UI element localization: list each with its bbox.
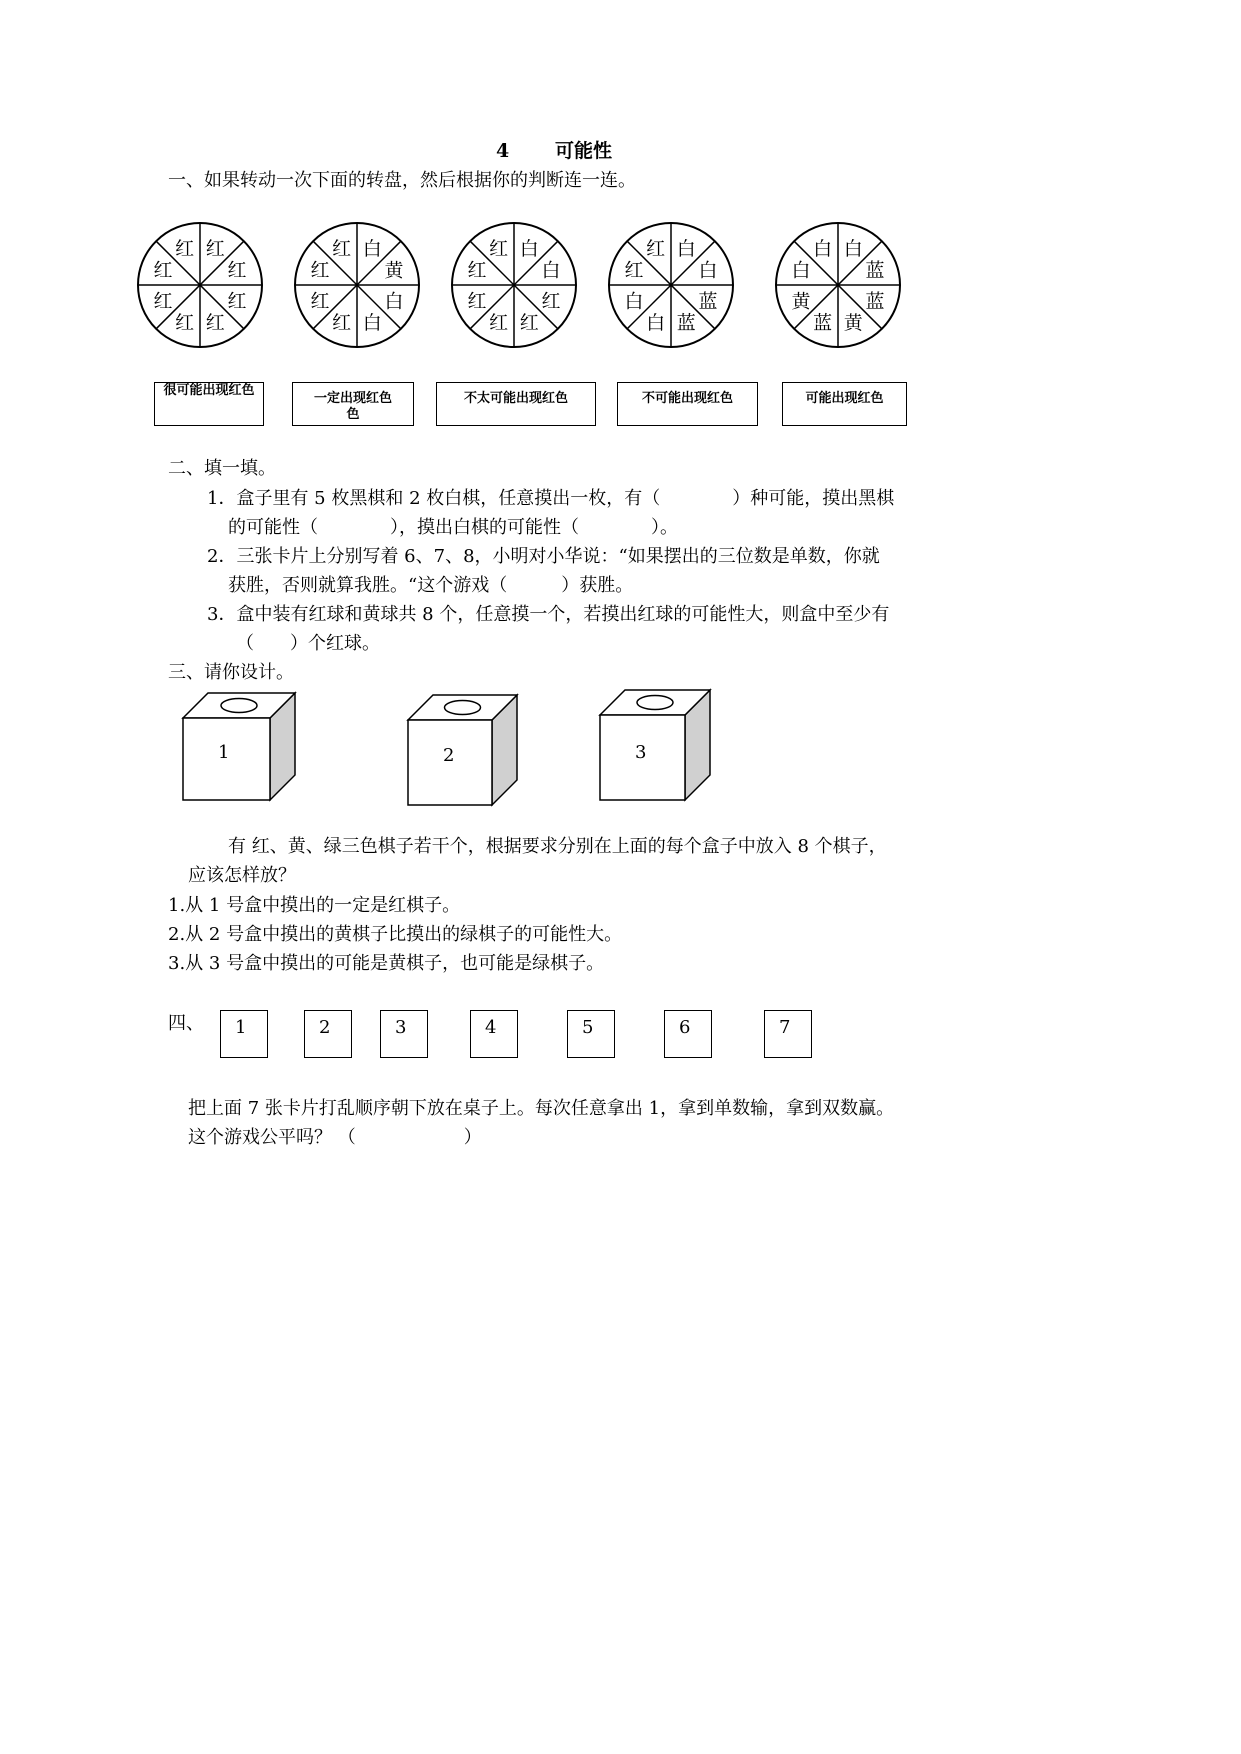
section4-heading: 四、 <box>168 1013 204 1034</box>
choice-label: 不可能出现红色 <box>641 391 733 406</box>
spinner-sector-label: 蓝 <box>865 290 885 313</box>
box-label-1: 1 <box>218 742 230 763</box>
spinner-sector-label: 白 <box>362 238 382 261</box>
q2-line1: 2．三张卡片上分别写着 6、7、8，小明对小华说：“如果摆出的三位数是单数，你就 <box>207 546 880 567</box>
choice-very-likely[interactable] <box>154 382 264 426</box>
number-card <box>764 1010 812 1058</box>
spinner-sector-label: 红 <box>227 290 247 313</box>
spinner-sector-label: 红 <box>332 238 352 261</box>
section2-heading: 二、填一填。 <box>168 458 276 479</box>
game-line2: 这个游戏公平吗？ （ ） <box>188 1127 482 1148</box>
number-card <box>380 1010 428 1058</box>
design-item-2: 2.从 2 号盒中摸出的黄棋子比摸出的绿棋子的可能性大。 <box>168 924 623 945</box>
spinner-sector-label: 红 <box>489 238 509 261</box>
spinner-sector-label: 白 <box>813 238 833 261</box>
spinner-sector-label: 红 <box>227 259 247 282</box>
number-card <box>567 1010 615 1058</box>
card-number: 1 <box>235 1017 247 1038</box>
spinner-sector-label: 红 <box>467 290 487 313</box>
choice-label: 不太可能出现红色 <box>463 391 568 406</box>
box-label-3: 3 <box>635 742 647 763</box>
spinner-sector-label: 白 <box>541 259 561 282</box>
spinner-sector-label: 黄 <box>384 259 404 282</box>
choice-label: 很可能出现红色 <box>163 383 255 398</box>
q3-line1: 3．盒中装有红球和黄球共 8 个，任意摸一个，若摸出红球的可能性大，则盒中至少有 <box>207 604 890 625</box>
choice-label-overflow: 色 <box>346 407 360 422</box>
number-card <box>304 1010 352 1058</box>
spinner-sector-label: 红 <box>467 259 487 282</box>
spinner-sector-label: 红 <box>624 259 644 282</box>
spinner-sector-label: 白 <box>624 290 644 313</box>
card-number: 2 <box>319 1017 331 1038</box>
choice-impossible[interactable] <box>617 382 758 426</box>
design-intro-line2: 应该怎样放？ <box>188 865 296 886</box>
spinner-sector-label: 红 <box>153 290 173 313</box>
spinner-sector-label: 白 <box>646 311 666 334</box>
spinner-sector-label: 白 <box>791 259 811 282</box>
spinner-sector-label: 红 <box>541 290 561 313</box>
page-title: 可能性 <box>555 140 613 162</box>
design-intro-line1: 有 红、黄、绿三色棋子若干个，根据要求分别在上面的每个盒子中放入 8 个棋子， <box>228 836 887 857</box>
box-label-2: 2 <box>443 745 455 766</box>
choice-label: 一定出现红色 <box>313 391 392 406</box>
choice-certain[interactable] <box>292 382 414 426</box>
choice-unlikely[interactable] <box>436 382 596 426</box>
choice-possible[interactable] <box>782 382 907 426</box>
spinner-sector-label: 红 <box>489 311 509 334</box>
spinner-sector-label: 蓝 <box>813 311 833 334</box>
q2-line2: 获胜，否则就算我胜。“这个游戏（ ）获胜。 <box>228 575 634 596</box>
choice-label: 可能出现红色 <box>805 391 884 406</box>
card-number: 5 <box>582 1017 594 1038</box>
card-number: 7 <box>779 1017 791 1038</box>
game-line1: 把上面 7 张卡片打乱顺序朝下放在桌子上。每次任意拿出 1，拿到单数输，拿到双数赢。 <box>188 1098 895 1119</box>
spinner-sector-label: 蓝 <box>698 290 718 313</box>
spinner-sector-label: 蓝 <box>865 259 885 282</box>
number-card <box>220 1010 268 1058</box>
q1-line2: 的可能性（ ），摸出白棋的可能性（ ）。 <box>228 517 678 538</box>
spinner-sector-label: 白 <box>519 238 539 261</box>
spinner-sector-label: 白 <box>676 238 696 261</box>
spinner-sector-label: 白 <box>384 290 404 313</box>
spinner-sector-label: 白 <box>843 238 863 261</box>
spinner-sector-label: 红 <box>175 311 195 334</box>
title-number: 4 <box>496 140 510 162</box>
spinner-sector-label: 黄 <box>843 311 863 334</box>
spinner-sector-label: 红 <box>519 311 539 334</box>
spinner-sector-label: 红 <box>205 238 225 261</box>
card-number: 6 <box>679 1017 691 1038</box>
spinner-sector-label: 白 <box>362 311 382 334</box>
number-card <box>470 1010 518 1058</box>
spinner-sector-label: 红 <box>310 290 330 313</box>
spinner-sector-label: 红 <box>310 259 330 282</box>
design-item-3: 3.从 3 号盒中摸出的可能是黄棋子，也可能是绿棋子。 <box>168 953 605 974</box>
card-number: 3 <box>395 1017 407 1038</box>
number-card <box>664 1010 712 1058</box>
spinner-sector-label: 红 <box>332 311 352 334</box>
spinner-sector-label: 红 <box>175 238 195 261</box>
spinner-sector-label: 红 <box>205 311 225 334</box>
q3-line2: （ ）个红球。 <box>236 633 380 654</box>
section3-heading: 三、请你设计。 <box>168 662 294 683</box>
spinner-sector-label: 黄 <box>791 290 811 313</box>
card-number: 4 <box>485 1017 497 1038</box>
section1-heading: 一、如果转动一次下面的转盘，然后根据你的判断连一连。 <box>168 170 636 191</box>
q1-line1: 1．盒子里有 5 枚黑棋和 2 枚白棋，任意摸出一枚，有（ ）种可能，摸出黑棋 <box>207 488 895 509</box>
spinner-sector-label: 红 <box>646 238 666 261</box>
spinner-sector-label: 红 <box>153 259 173 282</box>
design-item-1: 1.从 1 号盒中摸出的一定是红棋子。 <box>168 895 461 916</box>
spinner-sector-label: 白 <box>698 259 718 282</box>
spinner-sector-label: 蓝 <box>676 311 696 334</box>
